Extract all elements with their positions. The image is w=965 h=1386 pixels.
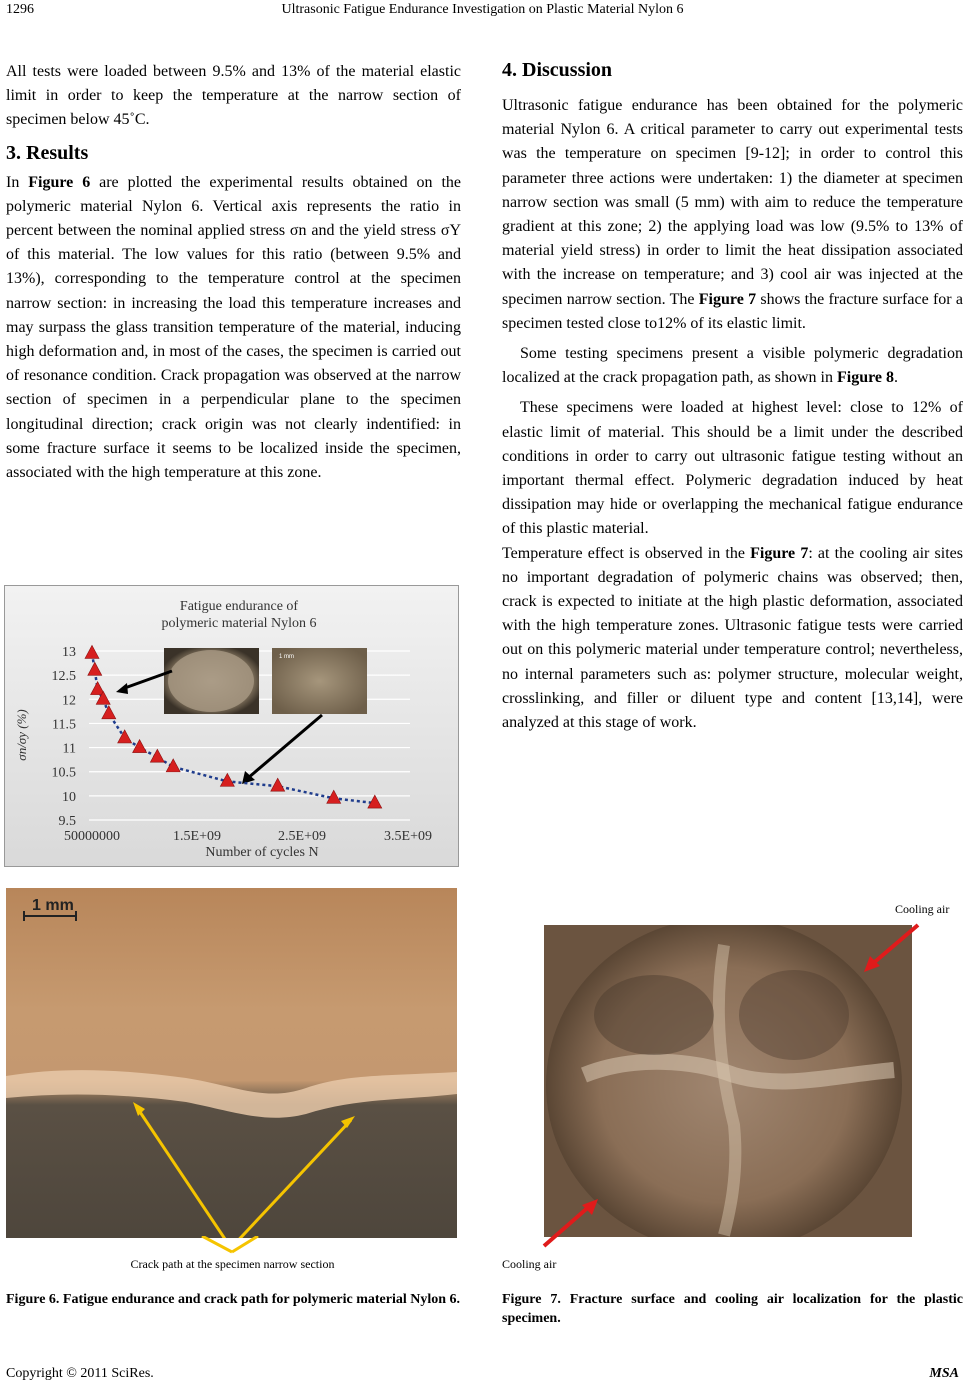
intro-paragraph: All tests were loaded between 9.5% and 13% of the material elastic limit in order to keep the temperature at the narrow section of specimen below 45˚C. bbox=[6, 63, 461, 129]
y-tick-label: 11 bbox=[62, 741, 76, 757]
crack-arrow-tail bbox=[200, 1236, 260, 1256]
page-number: 1296 bbox=[6, 2, 34, 17]
results-paragraph: In Figure 6 are plotted the experimental results obtained on the polymeric material Nylon 6. Vertical axis represents the ratio in percent between the nominal applied stress σn and the yield stress σY of this material. The low values for this ratio (between 9.5% and 13%), corresponding to the temperature control at the specimen narrow section: in increasing the load this temperature increases and may surpass the glass transition temperature of the material, inducing high deformation and, in most of the cases, the specimen is carried out of resonance condition. Crack propagation was observed at the narrow section of specimen in a perpendicular plane to the specimen longitudinal direction; crack origin was not clearly indentified: in some fracture surface it seems to be localized inside the specimen, associated with the high temperature at this zone. bbox=[6, 173, 461, 482]
x-tick-label: 2.5E+09 bbox=[278, 829, 326, 844]
y-tick-label: 12.5 bbox=[51, 669, 76, 685]
y-tick-label: 10.5 bbox=[51, 765, 76, 781]
figure-ref: Figure 6 bbox=[28, 173, 91, 191]
cooling-air-label-bottom: Cooling air bbox=[502, 1257, 557, 1271]
crack-arrow-left bbox=[136, 1106, 231, 1238]
chart-title-line1: Fatigue endurance of bbox=[179, 599, 299, 614]
cooling-air-arrow-bottom bbox=[540, 1198, 600, 1250]
scale-bar-label: 1 mm bbox=[32, 897, 74, 914]
cooling-air-arrow-top bbox=[860, 922, 922, 974]
chart-x-label: Number of cycles N bbox=[205, 845, 319, 860]
inset-scale-label: 1 mm bbox=[279, 654, 294, 660]
right-column bbox=[502, 58, 963, 735]
y-tick-label: 9.5 bbox=[58, 814, 76, 829]
figure-6-caption: Figure 6. Fatigue endurance and crack path for polymeric material Nylon 6. bbox=[6, 1292, 461, 1307]
y-tick-label: 10 bbox=[62, 789, 76, 805]
copyright: Copyright © 2011 SciRes. bbox=[6, 1366, 154, 1381]
cooling-air-label-top: Cooling air bbox=[895, 902, 950, 916]
chart-title-line2: polymeric material Nylon 6 bbox=[161, 616, 317, 631]
x-tick-label: 50000000 bbox=[64, 829, 120, 844]
discussion-p4: Temperature effect is observed in the Figure 7: at the cooling air sites no important degradation of polymeric chains was observed; then, crack is expected to initiate at the high plastic deformation, associated with the high temperature zones. Ultrasonic fatigue tests were carried out on this polymeric material under temperature control; nevertheless, no internal parameters such as: polymer structure, molecular weight, crosslinking, and filler or diluent type and content [13,14], were analyzed at this stage of work. bbox=[502, 544, 963, 732]
chart-y-label: σn/σy (%) bbox=[14, 709, 29, 761]
figure-ref: Figure 8 bbox=[837, 369, 895, 387]
figure-ref: Figure 7 bbox=[698, 290, 757, 308]
crack-path-photo bbox=[6, 888, 457, 1238]
fatigue-chart bbox=[4, 585, 459, 867]
discussion-p2: Some testing specimens present a visible polymeric degradation localized at the crack propagation path, as shown in Figure 8. bbox=[502, 345, 963, 387]
figure-ref: Figure 7 bbox=[750, 544, 809, 562]
journal-abbrev: MSA bbox=[929, 1366, 959, 1381]
crack-path-annotation: Crack path at the specimen narrow section bbox=[130, 1257, 335, 1271]
crack-band bbox=[6, 1070, 457, 1118]
figure-7-caption: Figure 7. Fracture surface and cooling air localization for the plastic specimen. bbox=[502, 1292, 963, 1326]
results-heading: 3. Results bbox=[6, 141, 89, 164]
discussion-heading: 4. Discussion bbox=[502, 59, 613, 81]
y-tick-label: 13 bbox=[62, 645, 76, 660]
y-tick-label: 12 bbox=[62, 693, 76, 709]
discussion-p1: Ultrasonic fatigue endurance has been obtained for the polymeric material Nylon 6. A critical parameter to carry out experimental tests was the temperature on specimen [9-12]; in order to control this parameter three actions were undertaken: 1) the diameter at specimen narrow section was small (5 mm) with aim to reduce the temperature gradient at this zone; 2) the applying load was low (9.5% to 13% of material yield stress) in order to limit the heat dissipation associated with the increase on temperature; and 3) cool air was injected at the specimen narrow section. The Figure 7 shows the fracture surface for a specimen tested close to12% of its elastic limit. bbox=[502, 97, 963, 332]
running-title: Ultrasonic Fatigue Endurance Investigation on Plastic Material Nylon 6 bbox=[281, 2, 684, 17]
y-tick-label: 11.5 bbox=[52, 717, 76, 733]
x-tick-label: 3.5E+09 bbox=[384, 829, 432, 844]
x-tick-label: 1.5E+09 bbox=[173, 829, 221, 844]
crack-arrow-right bbox=[231, 1120, 351, 1238]
discussion-p3: These specimens were loaded at highest level: close to 12% of elastic limit of material. This should be a limit under the described conditions in order to carry out ultrasonic fatigue testing without an important thermal effect. Polymeric degradation induced by heat dissipation may hide or overlapping the mechanical fatigue endurance of this plastic material. bbox=[502, 399, 963, 538]
left-column bbox=[6, 60, 461, 485]
fracture-surface-photo bbox=[544, 925, 912, 1237]
